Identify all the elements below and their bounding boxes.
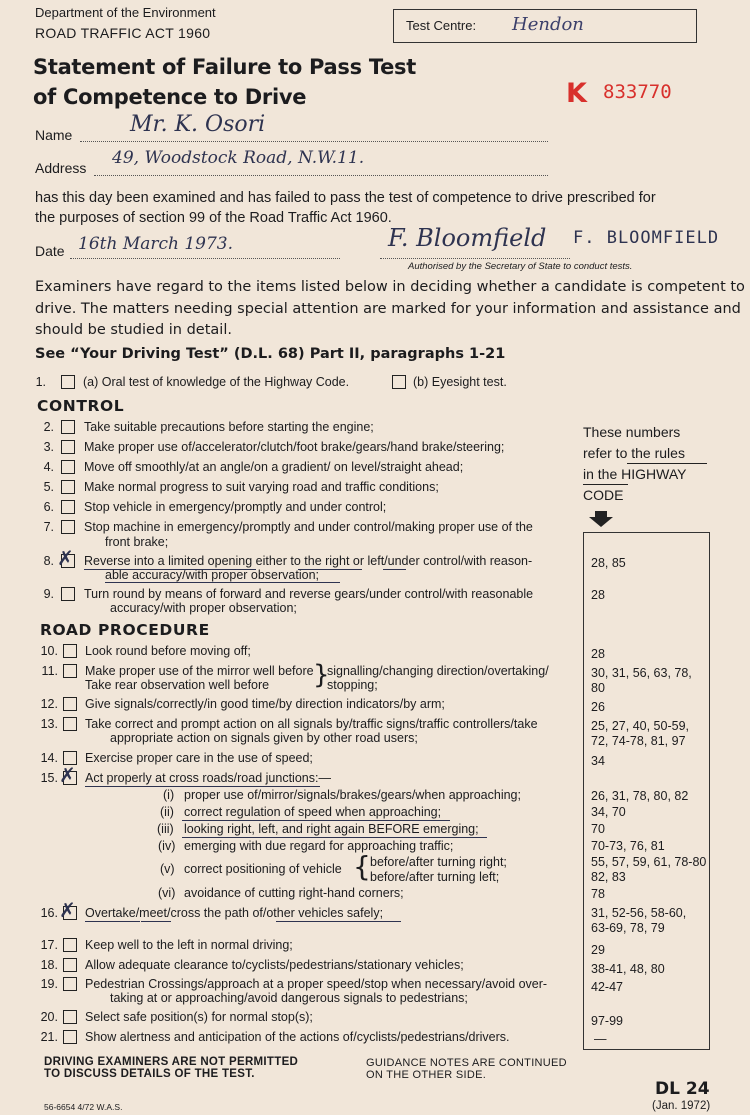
rules-note-line4: CODE (583, 487, 624, 503)
signature-dotted-line (380, 258, 570, 259)
cross-mark-icon: ✗ (59, 898, 76, 922)
rule-numbers: 28, 85 (591, 556, 626, 570)
rules-note-line3: in the HIGHWAY (583, 466, 687, 482)
subitem-numeral: (v) (160, 862, 175, 876)
item-text: Stop vehicle in emergency/promptly and under control; (84, 500, 387, 514)
rule-numbers-continued: 80 (591, 681, 605, 695)
name-value: Mr. K. Osori (130, 112, 266, 137)
item-number: 15. (40, 771, 58, 785)
item-number: 14. (40, 751, 58, 765)
item-text-continued: front brake; (105, 535, 169, 549)
subitem-numeral: (iv) (158, 839, 176, 853)
form-date: (Jan. 1972) (652, 1100, 711, 1112)
address-value: 49, Woodstock Road, N.W.11. (112, 148, 365, 168)
examiner-printed-name: F. BLOOMFIELD (573, 228, 720, 248)
item-number: 7. (43, 520, 54, 534)
subitem-text: correct regulation of speed when approaching; (184, 805, 442, 819)
print-code: 56-6654 4/72 W.A.S. (44, 1102, 123, 1112)
cross-mark-icon: ✗ (57, 546, 74, 570)
examiner-signature: F. Bloomfield (388, 224, 547, 252)
footer-notice-line1: DRIVING EXAMINERS ARE NOT PERMITTED (44, 1056, 299, 1068)
item-text: Make proper use of/accelerator/clutch/foot brake/gears/hand brake/steering; (84, 440, 505, 454)
item-number: 20. (40, 1010, 58, 1024)
code-underline (583, 484, 628, 485)
statement-line2: the purposes of section 99 of the Road Traffic Act 1960. (35, 210, 392, 226)
item-number: 11. (41, 664, 58, 678)
item-text: Act properly at cross roads/road junctions:— (85, 771, 331, 785)
subitem-numeral: (vi) (158, 886, 176, 900)
subitem-branch: before/after turning left; (370, 870, 500, 884)
form-title-line2: of Competence to Drive (33, 85, 307, 109)
department-name: Department of the Environment (35, 5, 216, 20)
handwritten-underline (182, 820, 450, 821)
section-control: CONTROL (37, 397, 125, 415)
handwritten-underline (105, 582, 340, 583)
rule-numbers: 25, 27, 40, 50-59, (591, 719, 689, 733)
highway-underline (627, 463, 707, 464)
item-checkbox[interactable] (63, 977, 77, 991)
rule-numbers: 31, 52-56, 58-60, (591, 906, 687, 920)
subitem-text: avoidance of cutting right-hand corners; (184, 886, 404, 900)
item-number: 2. (43, 420, 54, 434)
item-checkbox[interactable] (61, 420, 75, 434)
subitem-numeral: (i) (163, 788, 175, 802)
item-text: Keep well to the left in normal driving; (85, 938, 293, 952)
cross-mark-icon: ✗ (59, 763, 76, 787)
name-dotted-line (80, 141, 548, 142)
item-eyesight-test: (b) Eyesight test. (413, 375, 507, 389)
checkbox-oral-test[interactable] (61, 375, 75, 389)
rule-numbers-continued: 63-69, 78, 79 (591, 921, 665, 935)
item-checkbox[interactable] (63, 1030, 77, 1044)
rules-note (583, 422, 686, 506)
subitem-numeral: (ii) (160, 805, 174, 819)
item-checkbox[interactable] (63, 717, 77, 731)
form-title-line1: Statement of Failure to Pass Test (33, 55, 416, 79)
item-text-continued: Take rear observation well before (85, 678, 270, 692)
rule-numbers: 42-47 (591, 980, 623, 994)
item-checkbox[interactable] (61, 520, 75, 534)
test-centre-value: Hendon (512, 14, 584, 35)
item-number: 5. (43, 480, 54, 494)
test-centre-label: Test Centre: (406, 18, 477, 33)
item-text: Look round before moving off; (85, 644, 251, 658)
item-oral-test: (a) Oral test of knowledge of the Highway Code. (83, 375, 350, 389)
item-text: Exercise proper care in the use of speed; (85, 751, 313, 765)
item-checkbox[interactable] (61, 480, 75, 494)
examiners-note-line2: drive. The matters needing special attention are marked for your information and assistance and (35, 301, 741, 317)
brace-icon: } (313, 660, 330, 690)
test-centre-box (393, 9, 697, 43)
subitem-text: correct positioning of vehicle (184, 862, 342, 876)
item-checkbox[interactable] (61, 440, 75, 454)
item-number: 10. (40, 644, 58, 658)
rule-numbers: 55, 57, 59, 61, 78-80 (591, 855, 707, 869)
item-text-continued: able accuracy/with proper observation; (105, 568, 320, 582)
serial-number: 833770 (603, 81, 672, 103)
rule-numbers: 70 (591, 822, 605, 836)
examiners-note-line3: should be studied in detail. (35, 322, 232, 338)
date-label: Date (35, 243, 65, 259)
handwritten-underline (85, 786, 320, 787)
handwritten-underline (383, 569, 406, 570)
subitem-text: proper use of/mirror/signals/brakes/gears/when approaching; (184, 788, 521, 802)
rules-note-line1: These numbers (583, 424, 681, 440)
rule-numbers: 26 (591, 700, 605, 714)
item-number: 12. (40, 697, 58, 711)
rule-numbers: 78 (591, 887, 605, 901)
rule-numbers: 38-41, 48, 80 (591, 962, 665, 976)
rule-numbers: 34 (591, 754, 605, 768)
item-text: Make normal progress to suit varying road and traffic conditions; (84, 480, 439, 494)
item-number: 1. (35, 375, 46, 389)
subitem-numeral: (iii) (157, 822, 174, 836)
item-number: 16. (40, 906, 58, 920)
authorisation-note: Authorised by the Secretary of State to conduct tests. (408, 261, 633, 272)
item-number: 13. (40, 717, 58, 731)
subitem-text: emerging with due regard for approaching traffic; (184, 839, 454, 853)
item-checkbox[interactable] (63, 938, 77, 952)
rule-numbers: 28 (591, 588, 605, 602)
item-checkbox[interactable] (61, 587, 75, 601)
item-text-continued: appropriate action on signals given by other road users; (110, 731, 418, 745)
rule-numbers: 34, 70 (591, 805, 626, 819)
footer-guidance-line1: GUIDANCE NOTES ARE CONTINUED (366, 1057, 567, 1069)
rule-numbers: 97-99 (591, 1014, 623, 1028)
name-label: Name (35, 127, 73, 143)
act-title: ROAD TRAFFIC ACT 1960 (35, 25, 211, 41)
rule-numbers: 28 (591, 647, 605, 661)
item-checkbox[interactable] (63, 644, 77, 658)
item-text: Give signals/correctly/in good time/by direction indicators/by arm; (85, 697, 445, 711)
address-dotted-line (94, 175, 548, 176)
item-checkbox[interactable] (63, 664, 77, 678)
checkbox-eyesight-test[interactable] (392, 375, 406, 389)
item-number: 9. (43, 587, 54, 601)
handwritten-underline (141, 921, 171, 922)
rule-numbers-continued: 82, 83 (591, 870, 626, 884)
item-text: Select safe position(s) for normal stop(s); (85, 1010, 313, 1024)
item-number: 21. (40, 1030, 58, 1044)
handwritten-underline (182, 837, 487, 838)
item-number: 18. (40, 958, 58, 972)
item-text: Move off smoothly/at an angle/on a gradient/ on level/straight ahead; (84, 460, 464, 474)
rule-numbers: — (594, 1032, 607, 1046)
section-road-procedure: ROAD PROCEDURE (40, 621, 210, 639)
examiners-note-line1: Examiners have regard to the items listed below in deciding whether a candidate is competent to (35, 279, 745, 295)
item-text-branch: stopping; (327, 678, 378, 692)
item-checkbox[interactable] (61, 460, 75, 474)
subitem-branch: before/after turning right; (370, 855, 507, 869)
item-checkbox[interactable] (63, 958, 77, 972)
item-text-branch: signalling/changing direction/overtaking/ (327, 664, 549, 678)
handwritten-underline (84, 569, 256, 570)
item-text: Pedestrian Crossings/approach at a proper speed/stop when necessary/avoid over- (85, 977, 548, 991)
down-arrow-icon (589, 511, 613, 527)
form-code: DL 24 (655, 1079, 710, 1099)
item-number: 4. (43, 460, 54, 474)
item-text: Take correct and prompt action on all signals by/traffic signs/traffic controllers/take (85, 717, 538, 731)
footer-guidance-line2: ON THE OTHER SIDE. (366, 1069, 487, 1081)
handwritten-underline (276, 921, 401, 922)
item-text-continued: accuracy/with proper observation; (110, 601, 297, 615)
rule-numbers: 30, 31, 56, 63, 78, (591, 666, 692, 680)
item-checkbox[interactable] (63, 697, 77, 711)
item-text: Show alertness and anticipation of the actions of/cyclists/pedestrians/drivers. (85, 1030, 510, 1044)
item-text: Reverse into a limited opening either to the right or left/under control/with reason- (84, 554, 533, 568)
rule-numbers: 26, 31, 78, 80, 82 (591, 789, 689, 803)
item-text: Take suitable precautions before starting the engine; (84, 420, 374, 434)
item-text: Stop machine in emergency/promptly and under control/making proper use of the (84, 520, 533, 534)
item-text: Make proper use of the mirror well before (85, 664, 314, 678)
brace-icon: { (353, 850, 371, 883)
item-text: Allow adequate clearance to/cyclists/pedestrians/stationary vehicles; (85, 958, 464, 972)
serial-prefix: K (566, 78, 587, 109)
item-number: 17. (40, 938, 58, 952)
statement-line1: has this day been examined and has failed to pass the test of competence to drive prescribed for (35, 190, 656, 206)
handwritten-underline (298, 569, 362, 570)
address-label: Address (35, 160, 87, 176)
item-text-continued: taking at or approaching/avoid dangerous signals to pedestrians; (110, 991, 468, 1005)
date-dotted-line (70, 258, 340, 259)
rule-numbers: 70-73, 76, 81 (591, 839, 665, 853)
rule-numbers: 29 (591, 943, 605, 957)
rules-note-line2: refer to the rules (583, 445, 685, 461)
item-number: 6. (43, 500, 54, 514)
item-checkbox[interactable] (61, 500, 75, 514)
date-value: 16th March 1973. (78, 234, 234, 254)
footer-notice-line2: TO DISCUSS DETAILS OF THE TEST. (44, 1068, 255, 1080)
item-number: 19. (40, 977, 58, 991)
item-checkbox[interactable] (63, 1010, 77, 1024)
item-number: 3. (43, 440, 54, 454)
item-text: Turn round by means of forward and reverse gears/under control/with reasonable (84, 587, 534, 601)
handwritten-underline (85, 921, 140, 922)
reference-line: See “Your Driving Test” (D.L. 68) Part II, paragraphs 1-21 (35, 346, 506, 362)
item-number: 8. (43, 554, 54, 568)
item-text: Overtake/meet/cross the path of/other vehicles safely; (85, 906, 384, 920)
rule-numbers-continued: 72, 74-78, 81, 97 (591, 734, 686, 748)
subitem-text: looking right, left, and right again BEFORE emerging; (184, 822, 479, 836)
